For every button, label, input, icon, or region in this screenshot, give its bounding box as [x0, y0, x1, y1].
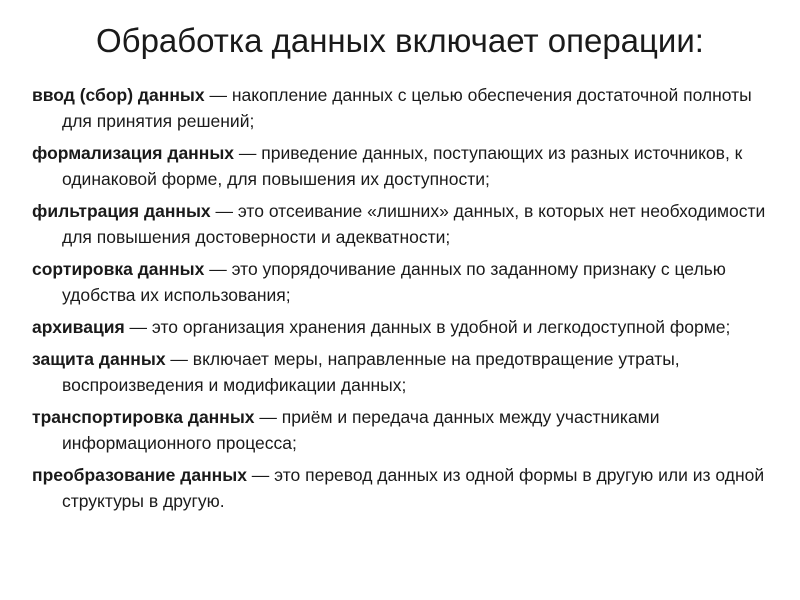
list-item [32, 140, 772, 192]
item-term: ввод (сбор) данных [32, 85, 205, 105]
list-item [32, 82, 772, 134]
operations-list [32, 82, 772, 520]
item-term: преобразование данных [32, 465, 247, 485]
list-item [32, 404, 772, 456]
list-item [32, 198, 772, 250]
slide-title: Обработка данных включает операции: [96, 22, 704, 59]
list-item [32, 256, 772, 308]
item-term: фильтрация данных [32, 201, 211, 221]
item-term: защита данных [32, 349, 166, 369]
item-term: транспортировка данных [32, 407, 255, 427]
item-description: — это отсеивание «лишних» данных, в которых нет необходимости для повышения достоверности и адекватности; [62, 201, 766, 247]
item-description: — это перевод данных из одной формы в другую или из одной структуры в другую. [62, 465, 765, 511]
item-description: — это упорядочивание данных по заданному признаку с целью удобства их использования; [62, 259, 726, 305]
item-description: — накопление данных с целью обеспечения достаточной полноты для принятия решений; [62, 85, 752, 131]
item-description: — это организация хранения данных в удобной и легкодоступной форме; [124, 317, 731, 337]
item-description: — приведение данных, поступающих из разных источников, к одинаковой форме, для повышения их доступности; [62, 143, 743, 189]
item-description: — приём и передача данных между участниками информационного процесса; [62, 407, 660, 453]
item-term: формализация данных [32, 143, 235, 163]
item-term: архивация [32, 317, 125, 337]
list-item [32, 462, 772, 514]
list-item [32, 314, 772, 340]
item-term: сортировка данных [32, 259, 205, 279]
item-description: — включает меры, направленные на предотвращение утраты, воспроизведения и модификации данных; [62, 349, 680, 395]
list-item [32, 346, 772, 398]
